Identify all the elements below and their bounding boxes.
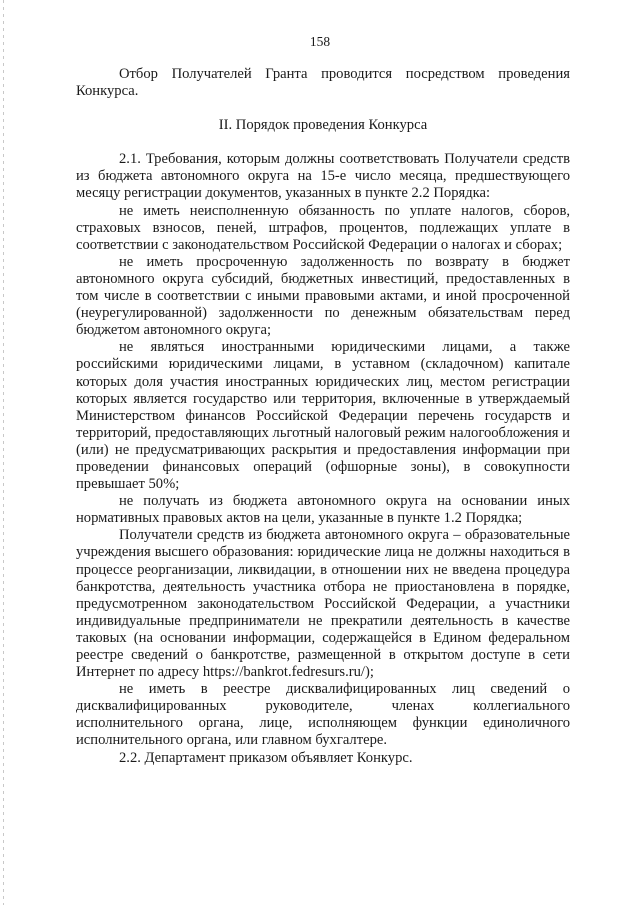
paragraph-2-1: 2.1. Требования, которым должны соответствовать Получатели средств из бюджета автономного округа на 15-е число месяца, предшествующего месяцу регистрации документов, указанных в пункте 2.2 Порядка: — [76, 151, 570, 202]
scan-border — [3, 0, 4, 905]
intro-paragraph: Отбор Получателей Гранта проводится посредством проведения Конкурса. — [76, 66, 570, 100]
requirement-taxes: не иметь неисполненную обязанность по уплате налогов, сборов, страховых взносов, пеней, штрафов, процентов, подлежащих уплате в соответствии с законодательством Российской Федерации о налогах и сборах; — [76, 202, 570, 253]
requirement-disqualified: не иметь в реестре дисквалифицированных лиц сведений о дисквалифицированных руководителе, членах коллегиального исполнительного органа, лице, исполняющем функции единоличного исполнительного органа, или главном бухгалтере. — [76, 681, 570, 749]
section-heading: II. Порядок проведения Конкурса — [218, 117, 428, 134]
requirement-debt: не иметь просроченную задолженность по возврату в бюджет автономного округа субсидий, бюджетных инвестиций, предоставленных в том числе в соответствии с иными правовыми актами, и иной просроченной (неурегулированной) задолженности по денежным обязательствам перед бюджетом автономного округа; — [76, 253, 570, 339]
requirement-other-funding: не получать из бюджета автономного округа на основании иных нормативных правовых актов на цели, указанные в пункте 1.2 Порядка; — [76, 493, 570, 527]
requirement-universities: Получатели средств из бюджета автономного округа – образовательные учреждения высшего образования: юридические лица не должны находиться в процессе реорганизации, ликвидации, в отношении них не введена процедура банкротства, деятельность участника отбора не приостановлена в порядке, предусмотренном законодательством Российской Федерации, а участники индивидуальные предприниматели не прекратили деятельность в качестве таковых (на основании информации, содержащейся в Едином федеральном реестре сведений о банкротстве, размещенной в открытом доступе в сети Интернет по адресу https://bankrot.fedresurs.ru/); — [76, 527, 570, 681]
document-body — [76, 66, 570, 767]
requirement-foreign-entities: не являться иностранными юридическими лицами, а также российскими юридическими лицами, в уставном (складочном) капитале которых доля участия иностранных юридических лиц, местом регистрации которых является государство или территория, включенные в утверждаемый Министерством финансов Российской Федерации перечень государств и территорий, предоставляющих льготный налоговый режим налогообложения и (или) не предусматривающих раскрытия и предоставления информации при проведении финансовых операций (офшорные зоны), в совокупности превышает 50%; — [76, 339, 570, 493]
page-number: 158 — [309, 34, 331, 49]
paragraph-2-2: 2.2. Департамент приказом объявляет Конкурс. — [119, 749, 413, 766]
